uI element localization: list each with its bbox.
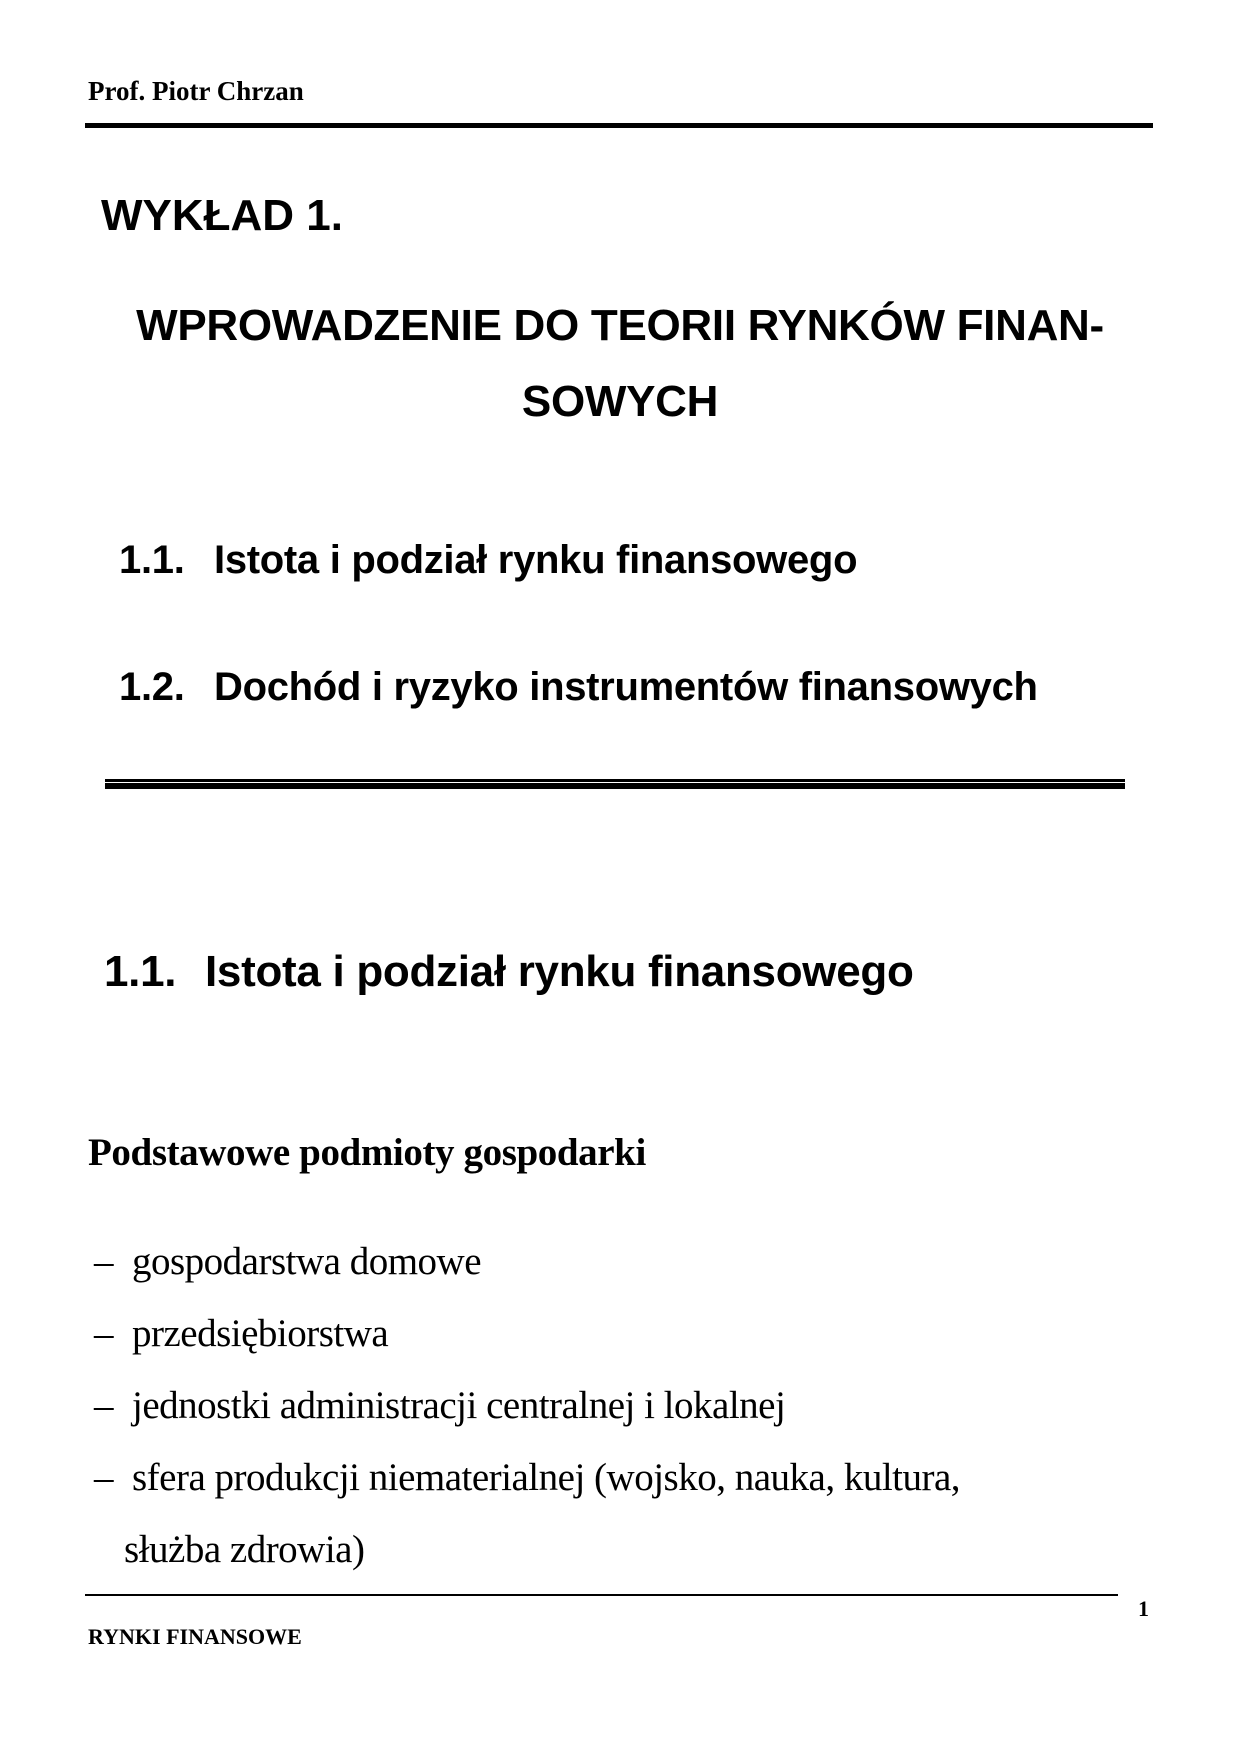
lecture-label: WYKŁAD 1. bbox=[101, 191, 343, 240]
dash-bullet: – bbox=[94, 1312, 113, 1355]
list-item-text: jednostki administracji centralnej i lokalnej bbox=[132, 1384, 786, 1427]
list-item-continuation: służba zdrowia) bbox=[124, 1528, 365, 1571]
section-number: 1.1. bbox=[104, 947, 177, 996]
section-heading bbox=[104, 946, 914, 998]
list-item-text: przedsiębiorstwa bbox=[132, 1312, 389, 1355]
toc-divider-thin bbox=[105, 779, 1125, 782]
footer-title: RYNKI FINANSOWE bbox=[88, 1624, 302, 1649]
list-item-text: sfera produkcji niematerialnej (wojsko, nauka, kultura, bbox=[132, 1456, 961, 1499]
list-item bbox=[94, 1442, 960, 1514]
footer-divider bbox=[85, 1594, 1118, 1596]
toc-item bbox=[119, 537, 857, 583]
toc-item bbox=[119, 664, 1038, 710]
page-number: 1 bbox=[1138, 1596, 1149, 1621]
lecture-title-line-1: WPROWADZENIE DO TEORII RYNKÓW FINAN- bbox=[136, 301, 1104, 350]
toc-item-text: Istota i podział rynku finansowego bbox=[214, 538, 858, 582]
header-author: Prof. Piotr Chrzan bbox=[88, 76, 304, 106]
toc-item-number: 1.2. bbox=[119, 665, 185, 709]
section-title: Istota i podział rynku finansowego bbox=[205, 947, 914, 996]
subheading: Podstawowe podmioty gospodarki bbox=[88, 1131, 646, 1174]
dash-bullet: – bbox=[94, 1240, 113, 1283]
entity-list bbox=[94, 1226, 960, 1586]
toc-item-number: 1.1. bbox=[119, 538, 185, 582]
list-item bbox=[94, 1370, 960, 1442]
dash-bullet: – bbox=[94, 1384, 113, 1427]
header-divider bbox=[85, 123, 1153, 128]
list-item bbox=[94, 1226, 960, 1298]
toc-item-text: Dochód i ryzyko instrumentów finansowych bbox=[214, 665, 1038, 709]
dash-bullet: – bbox=[94, 1456, 113, 1499]
lecture-title-line-2: SOWYCH bbox=[521, 377, 719, 426]
toc-divider-thick bbox=[105, 783, 1125, 789]
list-item bbox=[94, 1298, 960, 1370]
list-item-text: gospodarstwa domowe bbox=[132, 1240, 482, 1283]
